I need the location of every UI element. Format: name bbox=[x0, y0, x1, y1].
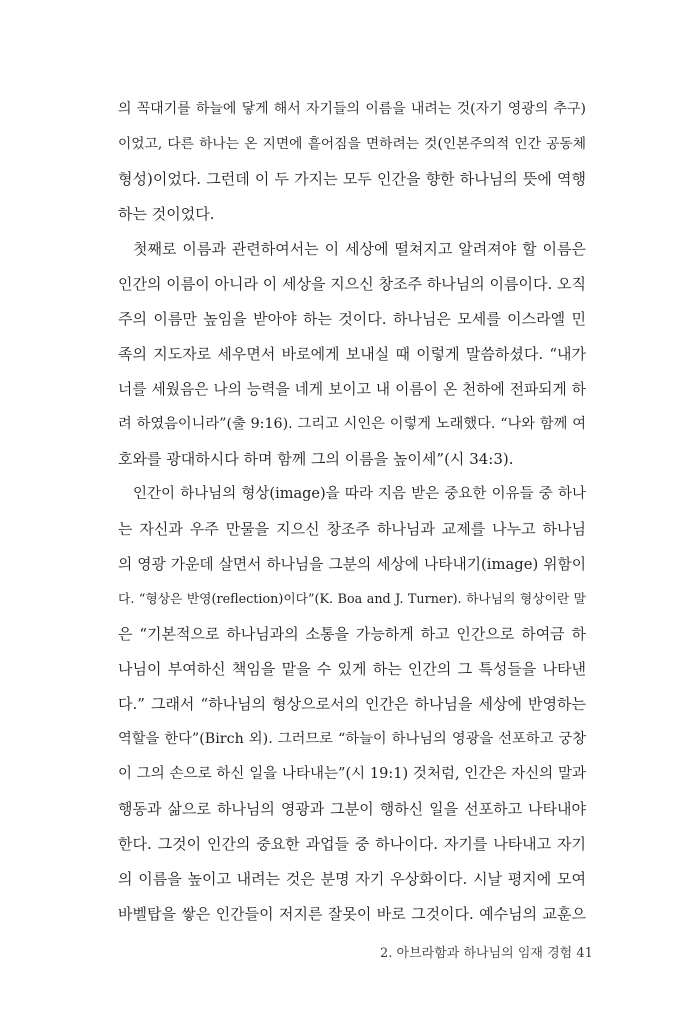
text-line: 려 하였음이니라”(출 9:16). 그리고 시인은 이렇게 노래했다. “나와 함께 여 bbox=[118, 416, 586, 432]
text-line: 행동과 삶으로 하나님의 영광과 그분이 행하신 일을 선포하고 나타내야 bbox=[118, 800, 586, 818]
text-line: 은 “기본적으로 하나님과의 소통을 가능하게 하고 인간으로 하여금 하 bbox=[118, 625, 586, 643]
text-line: 인간의 이름이 아니라 이 세상을 지으신 창조주 하나님의 이름이다. 오직 bbox=[118, 275, 586, 293]
text-line: 나님이 부여하신 책임을 맡을 수 있게 하는 인간의 그 특성들을 나타낸 bbox=[118, 660, 586, 678]
text-line: 바벨탑을 쌓은 인간들이 저지른 잘못이 바로 그것이다. 예수님의 교훈으 bbox=[118, 905, 586, 923]
text-line: 는 자신과 우주 만물을 지으신 창조주 하나님과 교제를 나누고 하나님 bbox=[118, 520, 586, 538]
text-line: 의 영광 가운데 살면서 하나님을 그분의 세상에 나타내기(image) 위함이 bbox=[118, 556, 586, 573]
text-line: 다. “형상은 반영(reflection)이다”(K. Boa and J. Turner). 하나님의 형상이란 말 bbox=[118, 592, 586, 607]
text-line: 주의 이름만 높임을 받아야 하는 것이다. 하나님은 모세를 이스라엘 민 bbox=[118, 310, 586, 328]
paragraph-end-line: 호와를 광대하시다 하며 함께 그의 이름을 높이세”(시 34:3). bbox=[118, 450, 514, 468]
paragraph-start-line: 인간이 하나님의 형상(image)을 따라 지음 받은 중요한 이유들 중 하나 bbox=[133, 486, 586, 502]
text-line: 너를 세웠음은 나의 능력을 네게 보이고 내 이름이 온 천하에 전파되게 하 bbox=[118, 381, 586, 398]
text-line: 의 꼭대기를 하늘에 닿게 해서 자기들의 이름을 내려는 것(자기 영광의 추구) bbox=[118, 101, 586, 117]
paragraph-end-line: 하는 것이었다. bbox=[118, 205, 215, 223]
text-line: 형성)이었다. 그런데 이 두 가지는 모두 인간을 향한 하나님의 뜻에 역행 bbox=[118, 170, 586, 188]
text-line: 역할을 한다”(Birch 외). 그러므로 “하늘이 하나님의 영광을 선포하고 궁창 bbox=[118, 731, 586, 747]
paragraph-start-line: 첫째로 이름과 관련하여서는 이 세상에 떨쳐지고 알려져야 할 이름은 bbox=[133, 240, 586, 258]
text-line: 다.” 그래서 “하나님의 형상으로서의 인간은 하나님을 세상에 반영하는 bbox=[118, 695, 586, 713]
running-footer: 2. 아브라함과 하나님의 임재 경험 41 bbox=[380, 946, 593, 961]
text-line: 한다. 그것이 인간의 중요한 과업들 중 하나이다. 자기를 나타내고 자기 bbox=[118, 835, 586, 853]
body-text bbox=[118, 92, 586, 932]
text-line: 의 이름을 높이고 내려는 것은 분명 자기 우상화이다. 시날 평지에 모여 bbox=[118, 870, 586, 888]
text-line: 이 그의 손으로 하신 일을 나타내는”(시 19:1) 것처럼, 인간은 자신의 말과 bbox=[118, 766, 586, 782]
text-line: 이었고, 다른 하나는 온 지면에 흩어짐을 면하려는 것(인본주의적 인간 공동체 bbox=[118, 136, 586, 152]
text-line: 족의 지도자로 세우면서 바로에게 보내실 때 이렇게 말씀하셨다. “내가 bbox=[118, 345, 586, 363]
